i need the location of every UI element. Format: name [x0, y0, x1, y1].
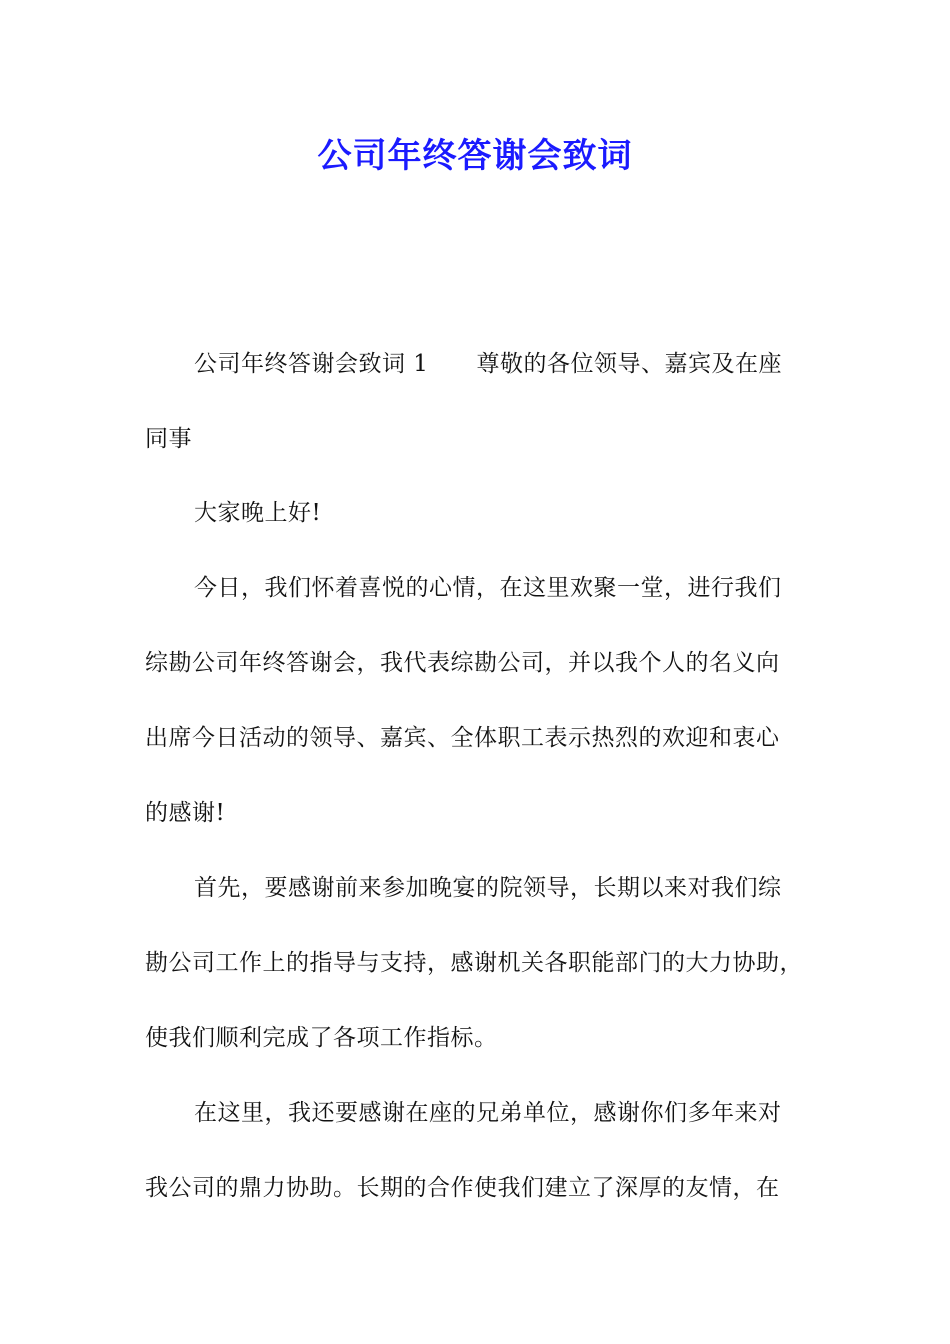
text-line: 出席今日活动的领导、嘉宾、全体职工表示热烈的欢迎和衷心 — [145, 725, 780, 751]
heading-line — [194, 345, 884, 378]
paragraph-line: 大家晚上好! — [194, 500, 322, 526]
text-line: 我公司的鼎力协助。长期的合作使我们建立了深厚的友情，在 — [145, 1175, 780, 1201]
paragraph-line: 在这里，我还要感谢在座的兄弟单位，感谢你们多年来对 — [194, 1100, 782, 1126]
text-line: 勘公司工作上的指导与支持，感谢机关各职能部门的大力协助， — [145, 950, 803, 976]
greeting-opening: 尊敬的各位领导、嘉宾及在座 — [476, 351, 782, 377]
document-title: 公司年终答谢会致词 — [317, 136, 633, 176]
paragraph-line: 首先，要感谢前来参加晚宴的院领导，长期以来对我们综 — [194, 875, 782, 901]
text-line: 同事 — [145, 426, 192, 452]
text-line: 综勘公司年终答谢会，我代表综勘公司，并以我个人的名义向 — [145, 650, 780, 676]
text-line: 的感谢! — [145, 800, 226, 826]
speech-title-inline: 公司年终答谢会致词 1 — [194, 351, 429, 377]
paragraph-line: 今日，我们怀着喜悦的心情，在这里欢聚一堂，进行我们 — [194, 575, 782, 601]
text-line: 使我们顺利完成了各项工作指标。 — [145, 1025, 498, 1051]
